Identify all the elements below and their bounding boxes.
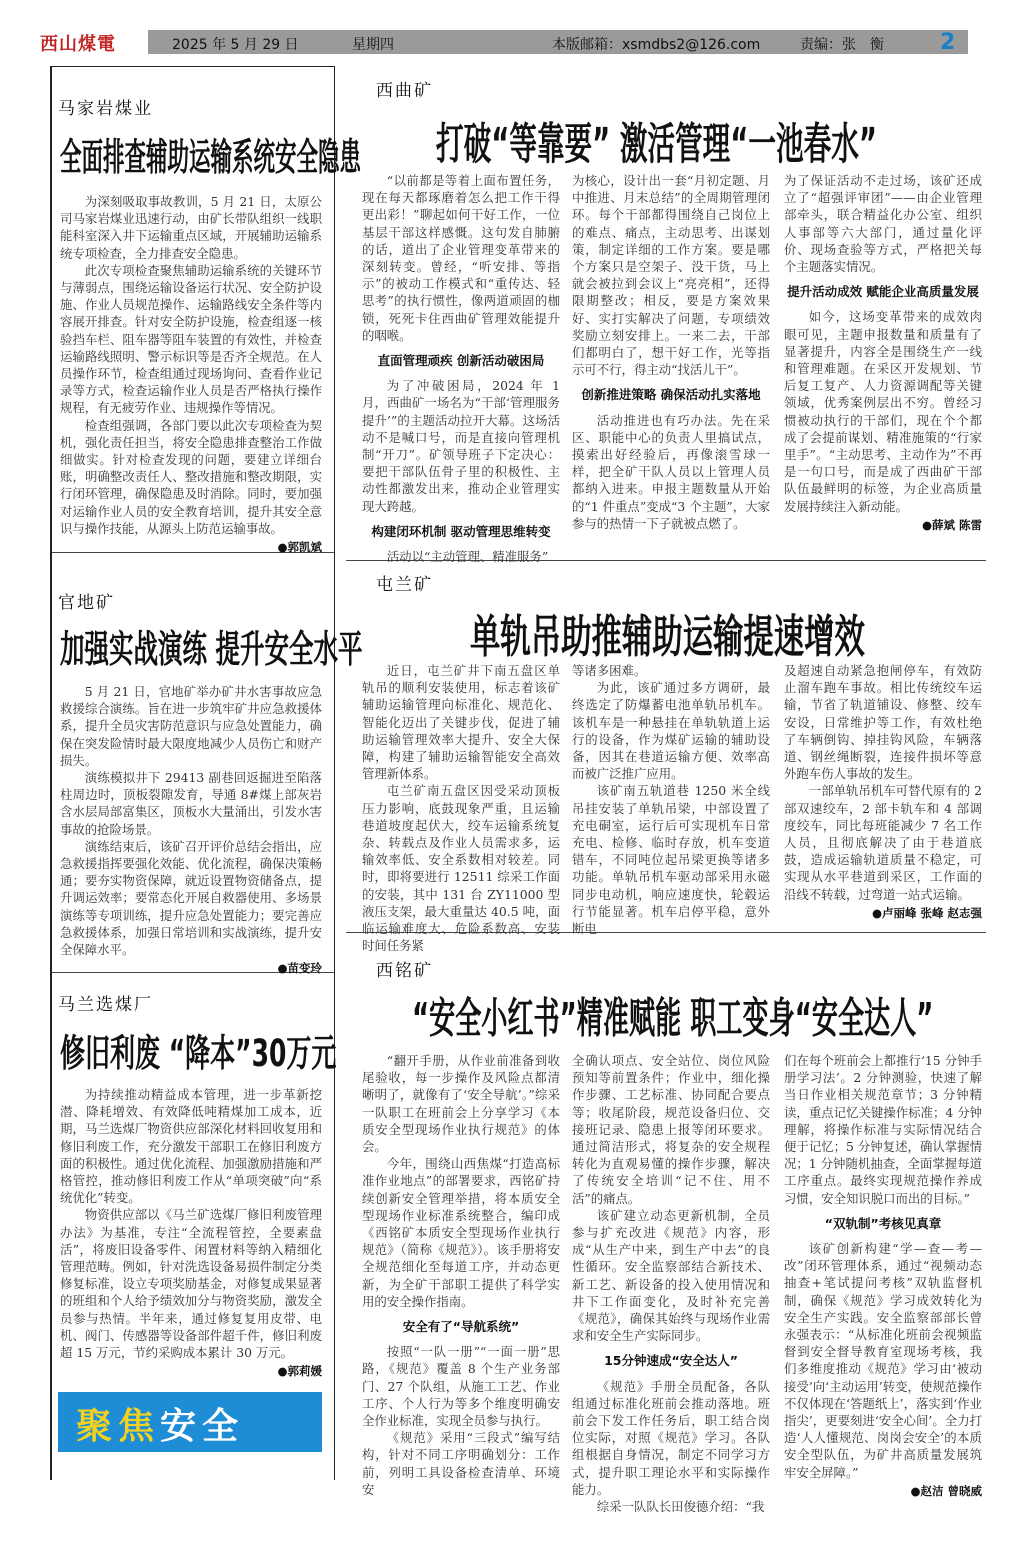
paragraph: 屯兰矿南五盘区因受采动顶板压力影响，底鼓现象严重，且运输巷道坡度起伏大，绞车运输系统复杂、转载点及作业人员需求多，运输效率低、安全系数相对较差。同时，即将要进行 12511 综采工作面的安装，其中 131 台 ZY11000 型液压支架，最大重量达 40.5 吨，面临运输难度大、危险系数高、安装时间任务紧 <box>362 783 560 954</box>
subheading: 构建闭环机制 驱动管理思维转变 <box>371 523 551 539</box>
byline: ● 郭莉媛 <box>60 1363 322 1380</box>
paragraph: 该矿南五轨道巷 1250 米全线吊挂安装了单轨吊梁，中部设置了充电硐室，运行后可实现机车日常充电、检修、临时存放，机车变道错车，不同吨位起吊梁更换等诸多功能。单轨吊机车驱动部采用永磁同步电动机，响应速度快，轮毂运行节能显著。机车启停平稳，意外断电 <box>572 783 770 937</box>
byline: ● 薛斌 陈雷 <box>784 517 982 534</box>
article-3-body <box>60 1086 322 1386</box>
article-1-body <box>60 193 322 553</box>
article-2-body <box>60 683 322 976</box>
article-4-col-2 <box>572 172 770 542</box>
column-divider <box>334 66 335 1480</box>
issue-date: 2025 年 5 月 29 日 <box>172 37 299 53</box>
paragraph: “以前都是等着上面布置任务，现在每天都琢磨着怎么把工作干得更出彩！”聊起如何干好工作，一位基层干部这样感慨。这句发自肺腑的话，道出了企业管理变革带来的深刻转变。曾经，“听安排、等指示”的被动工作模式和“重传达、轻思考”的执行惯性，像两道顽固的枷锁，死死卡住西曲矿管理效能提升的咽喉。 <box>362 173 560 343</box>
article-5-col-1 <box>362 662 560 954</box>
paragraph: 活动推进也有巧办法。先在采区、职能中心的负责人里搞试点，摸索出好经验后，再像滚雪球一样，把全矿干队人员以上管理人员都纳入进来。申报主题数量从开始的“1 件重点”变成“3 个主题”，大家参与的热情一下子就被点燃了。 <box>572 412 770 531</box>
article-3-label: 马兰选煤厂 <box>58 995 153 1015</box>
article-1-label: 马家岩煤业 <box>58 99 153 119</box>
subheading: 直面管理顽疾 创新活动破困局 <box>377 353 545 369</box>
paragraph: 物资供应部以《马兰矿选煤厂修旧利废管理办法》为基准，专注“全流程管控，全要素盘活”，将废旧设备零件、闲置材料等纳入精细化管理范畴。例如，针对洗选设备易损件制定分类修复标准，设立专项奖励基金，对修复成果显著的班组和个人给予绩效加分与物资奖励，激发全员参与热情。半年来，通过修复复用皮带、电机、阀门、传感器等设备部件超千件，修旧利废超 15 万元，节约采购成本累计 30 万元。 <box>60 1207 322 1361</box>
page-header <box>0 0 1024 58</box>
article-3-title: 修旧利废 “降本”30万元 <box>60 1031 337 1075</box>
article-5-label: 屯兰矿 <box>376 575 433 595</box>
paragraph: 为了冲破困局，2024 年 1 月，西曲矿一场名为“干部‘管理服务提升’”的主题活动拉开大幕。这场活动不是喊口号，而是直接向管理机制“开刀”。矿领导班子下定决心：要把干部队伍骨子里的积极性、主动性都激发出来，推动企业管理实现大跨越。 <box>362 378 560 514</box>
paragraph: 全确认项点、安全站位、岗位风险预知等前置条件；作业中，细化操作步骤、工艺标准、协同配合要点等；收尾阶段，规范设备归位、交接班记录、隐患上报等闭环要求。通过简洁形式，将复杂的安全规程转化为直观易懂的操作步骤，解决了传统安全培训“记不住、用不活”的痛点。 <box>572 1053 770 1206</box>
subheading: 安全有了“导航系统” <box>402 1319 520 1335</box>
paragraph: 如今，这场变革带来的成效肉眼可见，主题申报数量和质量有了显著提升，内容全是围绕生产一线和管理难题。在采区开发规划、节后复工复产、人力资源调配等关键领域，优秀案例层出不穷。曾经习惯被动执行的干部们，现在个个都成了会提前谋划、精准施策的“行家里手”。“主动思考、主动作为”不再是一句口号，而是成了西曲矿干部队伍最鲜明的标签，为企业高质量发展持续注入新动能。 <box>784 309 982 514</box>
left-border <box>50 66 52 1480</box>
newspaper-logo: 西山煤電 <box>40 34 116 55</box>
paragraph: 综采一队队长田俊德介绍：“我 <box>596 1499 765 1515</box>
article-5-title: 单轨吊助推辅助运输提速增效 <box>470 611 865 664</box>
paragraph: 该矿建立动态更新机制，全员参与扩充改进《规范》内容，形成“从生产中来，到生产中去”的良性循环。安全监察部结合新技术、新工艺、新设备的投入使用情况和井下工作面变化，及时补充完善《规范》，确保其始终与现场作业需求和安全生产实际同步。 <box>572 1207 770 1344</box>
focus-word-2: 安全 <box>160 1406 245 1447</box>
paragraph: 为了保证活动不走过场，该矿还成立了“超强评审团”——由企业管理部牵头，联合精益化办公室、组织人事部等六大部门，通过量化评价、现场查验等方式，严格把关每个主题落实情况。 <box>784 173 982 275</box>
subheading: 提升活动成效 赋能企业高质量发展 <box>787 284 979 300</box>
byline: ● 苗变玲 <box>60 960 322 977</box>
weekday: 星期四 <box>352 37 394 53</box>
article-6-col-2 <box>572 1052 770 1515</box>
paragraph: 为持续推动精益成本管理，进一步革新挖潜、降耗增效、有效降低吨精煤加工成本，近期，马兰选煤厂物资供应部深化材料回收复用和修旧利废工作，充分激发干部职工在修旧利废方面的积极性。通过优化流程、加强激励措施和严格管控，推动修旧利废工作从“单项突破”向“系统优化”转变。 <box>60 1087 322 1206</box>
article-1-title: 全面排查辅助运输系统安全隐患 <box>60 135 362 179</box>
paragraph: 今年，围绕山西焦煤“打造高标准作业地点”的部署要求，西铭矿持续创新安全管理举措，将本质安全型现场作业标准系统整合，编印成《西铭矿本质安全型现场作业执行规范》（简称《规范》）。该手册将安全规范细化至每道工序，并动态更新，为全矿干部职工提供了科学实用的安全操作指南。 <box>362 1156 560 1309</box>
subheading: 创新推进策略 确保活动扎实落地 <box>581 387 761 403</box>
subheading: 15分钟速成“安全达人” <box>604 1353 738 1369</box>
paragraph: 一部单轨吊机车可替代原有的 2 部双速绞车，2 部卡轨车和 4 部调度绞车，同比每班能减少 7 名工作人员，且彻底解决了由于巷道底鼓，造成运输轨道质量不稳定，可实现从水平巷道到采区，工作面的沿线不转载，过弯道一站式运输。 <box>784 783 982 902</box>
focus-word-1: 聚焦 <box>76 1406 161 1447</box>
paragraph: 5 月 21 日，官地矿举办矿井水害事故应急救援综合演练。旨在进一步筑牢矿井应急救援体系，提升全员灾害防范意识与应急处置能力，确保在突发险情时最大限度地减少人员伤亡和财产损失。 <box>60 684 322 768</box>
article-2-label: 官地矿 <box>58 593 115 613</box>
article-4-col-3 <box>784 172 982 542</box>
paragraph: 此次专项检查聚焦辅助运输系统的关键环节与薄弱点，围绕运输设备运行状况、安全防护设施、作业人员规范操作、运输路线安全条件等内容展开排查。针对安全防护设施，检查组逐一核验挡车栏、阻车器等阻车装置的有效性，并检查运输路线照明、警示标识等是否齐全规范。在人员操作环节，检查组通过现场询问、查看作业记录等方式，检查运输作业人员是否严格执行操作规程，有无疲劳作业、违规操作等情况。 <box>60 262 322 416</box>
paragraph: 为核心，设计出一套“月初定题、月中推进、月末总结”的全周期管理闭环。每个干部都得围绕自己岗位上的难点、痛点，主动思考、出谋划策，制定详细的工作方案。要是哪个方案只是空架子、没干货，马上就会被拉到会议上“亮亮相”，还得限期整改；相反，要是方案效果好、实打实解决了问题，专项绩效奖励立刻安排上。一来二去，干部们都明白了，想干好工作，光等指示可不行，得主动“找活儿干”。 <box>572 173 770 378</box>
focus-safety-banner <box>58 1392 322 1452</box>
paragraph: 演练结束后，该矿召开评价总结会指出，应急救援指挥要强化效能、优化流程，确保决策畅通；要夯实物资保障，就近设置物资储备点，提升调运效率；要常态化开展自救器使用、多场景演练等专项训练，提升应急处置能力；要完善应急救援体系，加强日常培训和实战演练，提升安全保障水平。 <box>60 838 322 958</box>
paragraph: 演练模拟井下 29413 副巷回返掘进至陷落柱周边时，顶板裂隙发育，导通 8#煤上部灰岩含水层局部富集区，顶板水大量涌出，引发水害事故的抢险场景。 <box>60 770 322 837</box>
left-top-rule <box>52 66 334 67</box>
article-6-col-3 <box>784 1052 982 1498</box>
paragraph: 检查组强调，各部门要以此次专项检查为契机，强化责任担当，将安全隐患排查整治工作做细做实。针对检查发现的问题，要建立详细台账，明确整改责任人、整改措施和整改期限，实行闭环管理，确保隐患及时消除。同时，要加强对运输作业人员的安全教育培训，提升其安全意识与操作技能，从源头上防范运输事故。 <box>60 417 322 536</box>
article-5-col-2 <box>572 662 770 937</box>
paragraph: 为此，该矿通过多方调研，最终选定了防爆蓄电池单轨吊机车。该机车是一种悬挂在单轨轨道上运行的设备，作为煤矿运输的辅助设备，因其在巷道运输方便、效率高而被广泛推广应用。 <box>572 680 770 782</box>
byline: ● 卢丽峰 张峰 赵志强 <box>784 905 982 922</box>
page-editor: 责编：张 衡 <box>800 37 884 53</box>
article-4-title: 打破“等靠要” 激活管理“一池春水” <box>436 119 877 171</box>
paragraph: 们在每个班前会上都推行‘15 分钟手册学习法’。2 分钟测验，快速了解当日作业相关规范章节；3 分钟精读，重点记忆关键操作标准；4 分钟理解，将操作标准与实际情况结合便于记忆；5 分钟复述，确认掌握情况；1 分钟随机抽查，全面掌握每道工序重点。最终实现规范操作养成习惯，安全知识脱口而出的目标。” <box>784 1053 982 1206</box>
paragraph: “翻开手册，从作业前准备到收尾验收，每一步操作及风险点都清晰明了，就像有了‘安全导航’。”综采一队职工在班前会上分享学习《本质安全型现场作业执行规范》的体会。 <box>362 1053 560 1155</box>
byline: ● 郭凯斌 <box>60 539 322 556</box>
paragraph: 活动以“主动管理、精准服务” <box>386 549 549 565</box>
byline: ● 赵洁 曾晓威 <box>784 1483 982 1500</box>
paragraph: 该矿创新构建“学—查—考—改”闭环管理体系，通过“视频动态抽查+笔试提问考核”双轨监督机制，确保《规范》学习成效转化为安全生产实践。安全监察部部长曾永强表示：“从标准化班前会视频监督到安全督导教育室现场考核，我们多维度推动《规范》学习由‘被动接受’向‘主动运用’转变，使规范操作不仅体现在‘答题纸上’，落实到‘作业指尖’，更要刻进‘安全心间’。全力打造‘人人懂规范、岗岗会安全’的本质安全型队伍，为矿井高质量发展筑牢安全屏障。” <box>784 1241 982 1480</box>
article-5-col-3 <box>784 662 982 930</box>
article-6-title: “安全小红书”精准赋能 职工变身“安全达人” <box>412 993 934 1043</box>
article-6-col-1 <box>362 1052 560 1497</box>
article-4-label: 西曲矿 <box>376 81 433 101</box>
paragraph: 《规范》手册全员配备，各队组通过标准化班前会推动落地。班前会下发工作任务后，职工结合岗位实际，对照《规范》学习。各队组根据自身情况，制定不同学习方式，提升职工理论水平和实际操作能力。 <box>572 1378 770 1497</box>
article-2-title: 加强实战演练 提升安全水平 <box>60 627 363 671</box>
article-6-label: 西铭矿 <box>376 961 433 981</box>
page-email: 本版邮箱：xsmdbs2@126.com <box>552 37 761 53</box>
paragraph: 等诸多困难。 <box>572 663 647 678</box>
paragraph: 及超速自动紧急抱闸停车，有效防止溜车跑车事故。相比传统绞车运输，节省了轨道铺设、修整、绞车安设，日常维护等工作，有效杜绝了车辆倒钩、掉挂钩风险，车辆落道、钢丝绳断裂，连接件损坏等意外跑车伤人事故的发生。 <box>784 663 982 782</box>
paragraph: 《规范》采用“三段式”编写结构，针对不同工序明确划分：工作前，列明工具设备检查清单、环境安 <box>362 1430 560 1497</box>
subheading: “双轨制”考核见真章 <box>824 1215 942 1231</box>
page-number: 2 <box>940 30 956 55</box>
paragraph: 按照“一队一册”“一面一册”思路，《规范》覆盖 8 个生产业务部门、27 个队组，从施工工艺、作业工序、个人行为等多个维度明确安全作业标准，实现全员参与执行。 <box>362 1344 560 1429</box>
paragraph: 近日，屯兰矿井下南五盘区单轨吊的顺利安装使用，标志着该矿辅助运输管理向标准化、规范化、智能化迈出了关键步伐，促进了辅助运输管理效率大提升、安全大保障，构建了辅助运输智能安全高效管理新体系。 <box>362 663 560 782</box>
paragraph: 为深刻吸取事故教训，5 月 21 日，太原公司马家岩煤业迅速行动，由矿长带队组织一线职能科室深入井下运输重点区域，开展辅助运输系统专项检查，全力排查安全隐患。 <box>60 194 322 261</box>
article-4-col-1 <box>362 172 560 565</box>
